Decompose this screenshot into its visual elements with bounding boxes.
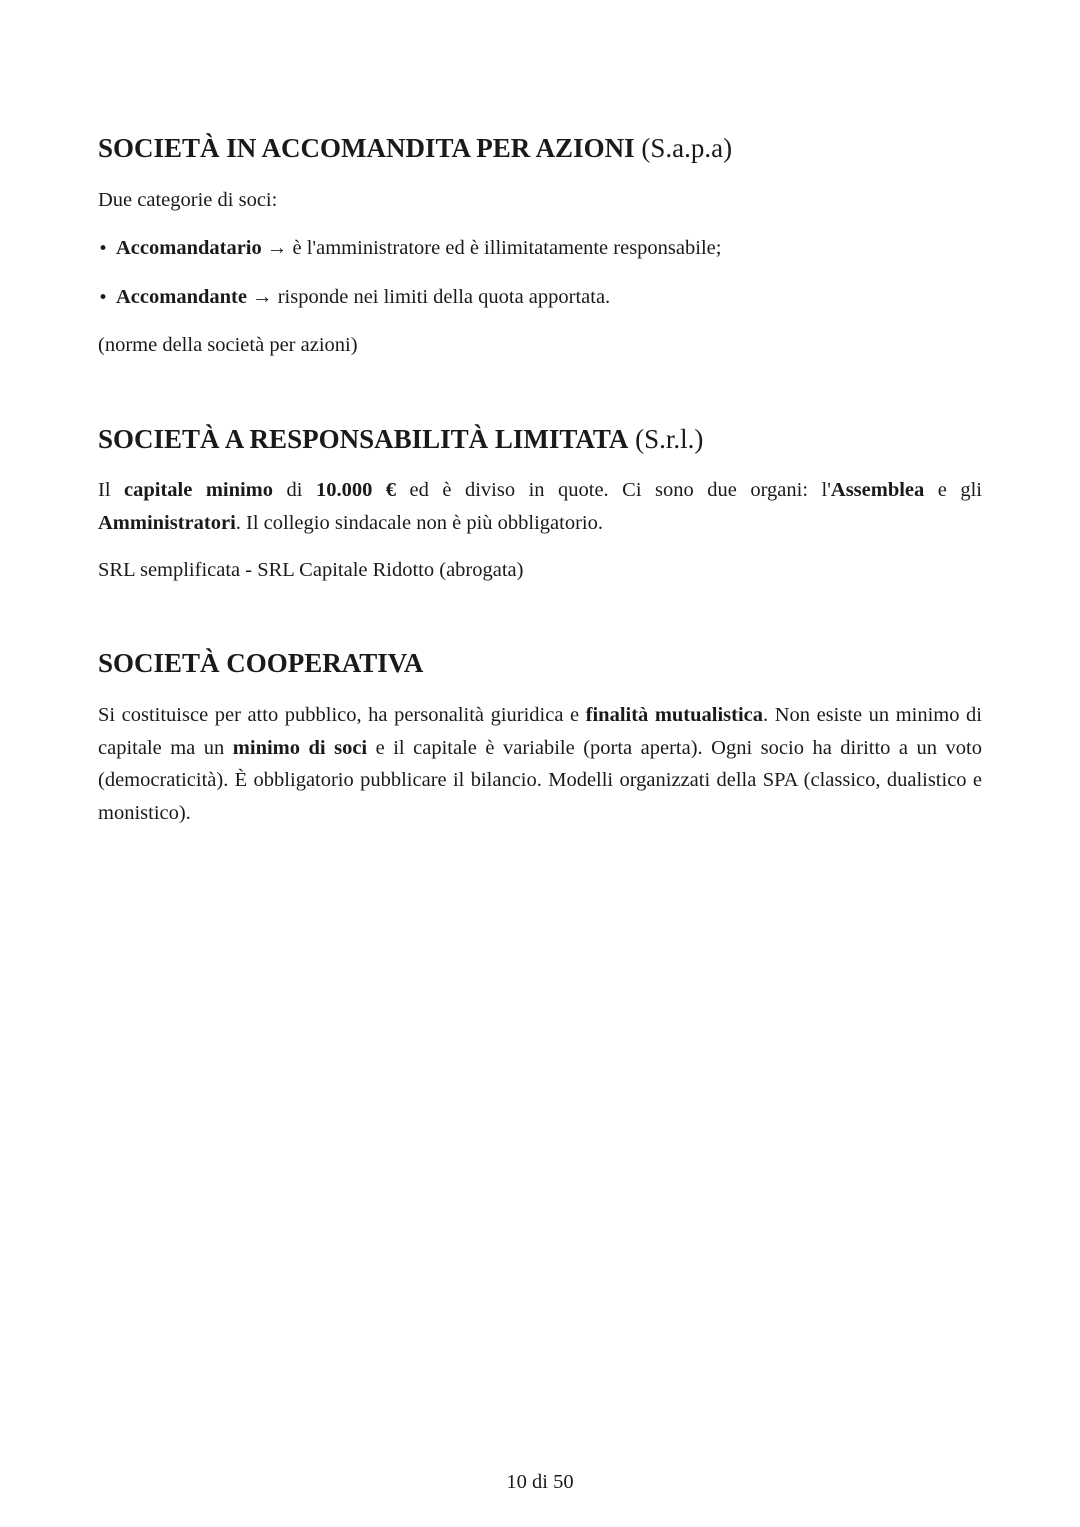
section-title-sapa: SOCIETÀ IN ACCOMANDITA PER AZIONI (S.a.p.a) <box>98 133 733 163</box>
srl-paragraph: Il capitale minimo di 10.000 € ed è diviso in quote. Ci sono due organi: l'Assemblea e gli Amministratori. Il collegio sindacale non è più obbligatorio. <box>98 479 982 534</box>
document-page <box>98 0 982 1527</box>
bullet-icon: • <box>98 239 109 259</box>
sapa-intro: Due categorie di soci: <box>98 189 278 211</box>
cooperativa-paragraph: Si costituisce per atto pubblico, ha personalità giuridica e finalità mutualistica. Non esiste un minimo di capitale ma un minimo di soci e il capitale è variabile (porta aperta). Ogni socio ha diritto a un voto (democraticità). È obbligatorio pubblicare il bilancio. Modelli organizzati della SPA (classico, dualistico e monistico). <box>98 704 982 824</box>
bullet-accomandante: • Accomandante → risponde nei limiti della quota apportata. <box>98 281 610 314</box>
srl-variants: SRL semplificata - SRL Capitale Ridotto (abrogata) <box>98 559 524 581</box>
section-title-cooperativa: SOCIETÀ COOPERATIVA <box>98 648 424 678</box>
page-number: 10 di 50 <box>506 1471 574 1493</box>
sapa-note: (norme della società per azioni) <box>98 334 358 356</box>
bullet-accomandatario: • Accomandatario → è l'amministratore ed è illimitatamente responsabile; <box>98 232 721 265</box>
bullet-icon: • <box>98 288 109 308</box>
section-title-srl: SOCIETÀ A RESPONSABILITÀ LIMITATA (S.r.l.) <box>98 424 704 454</box>
